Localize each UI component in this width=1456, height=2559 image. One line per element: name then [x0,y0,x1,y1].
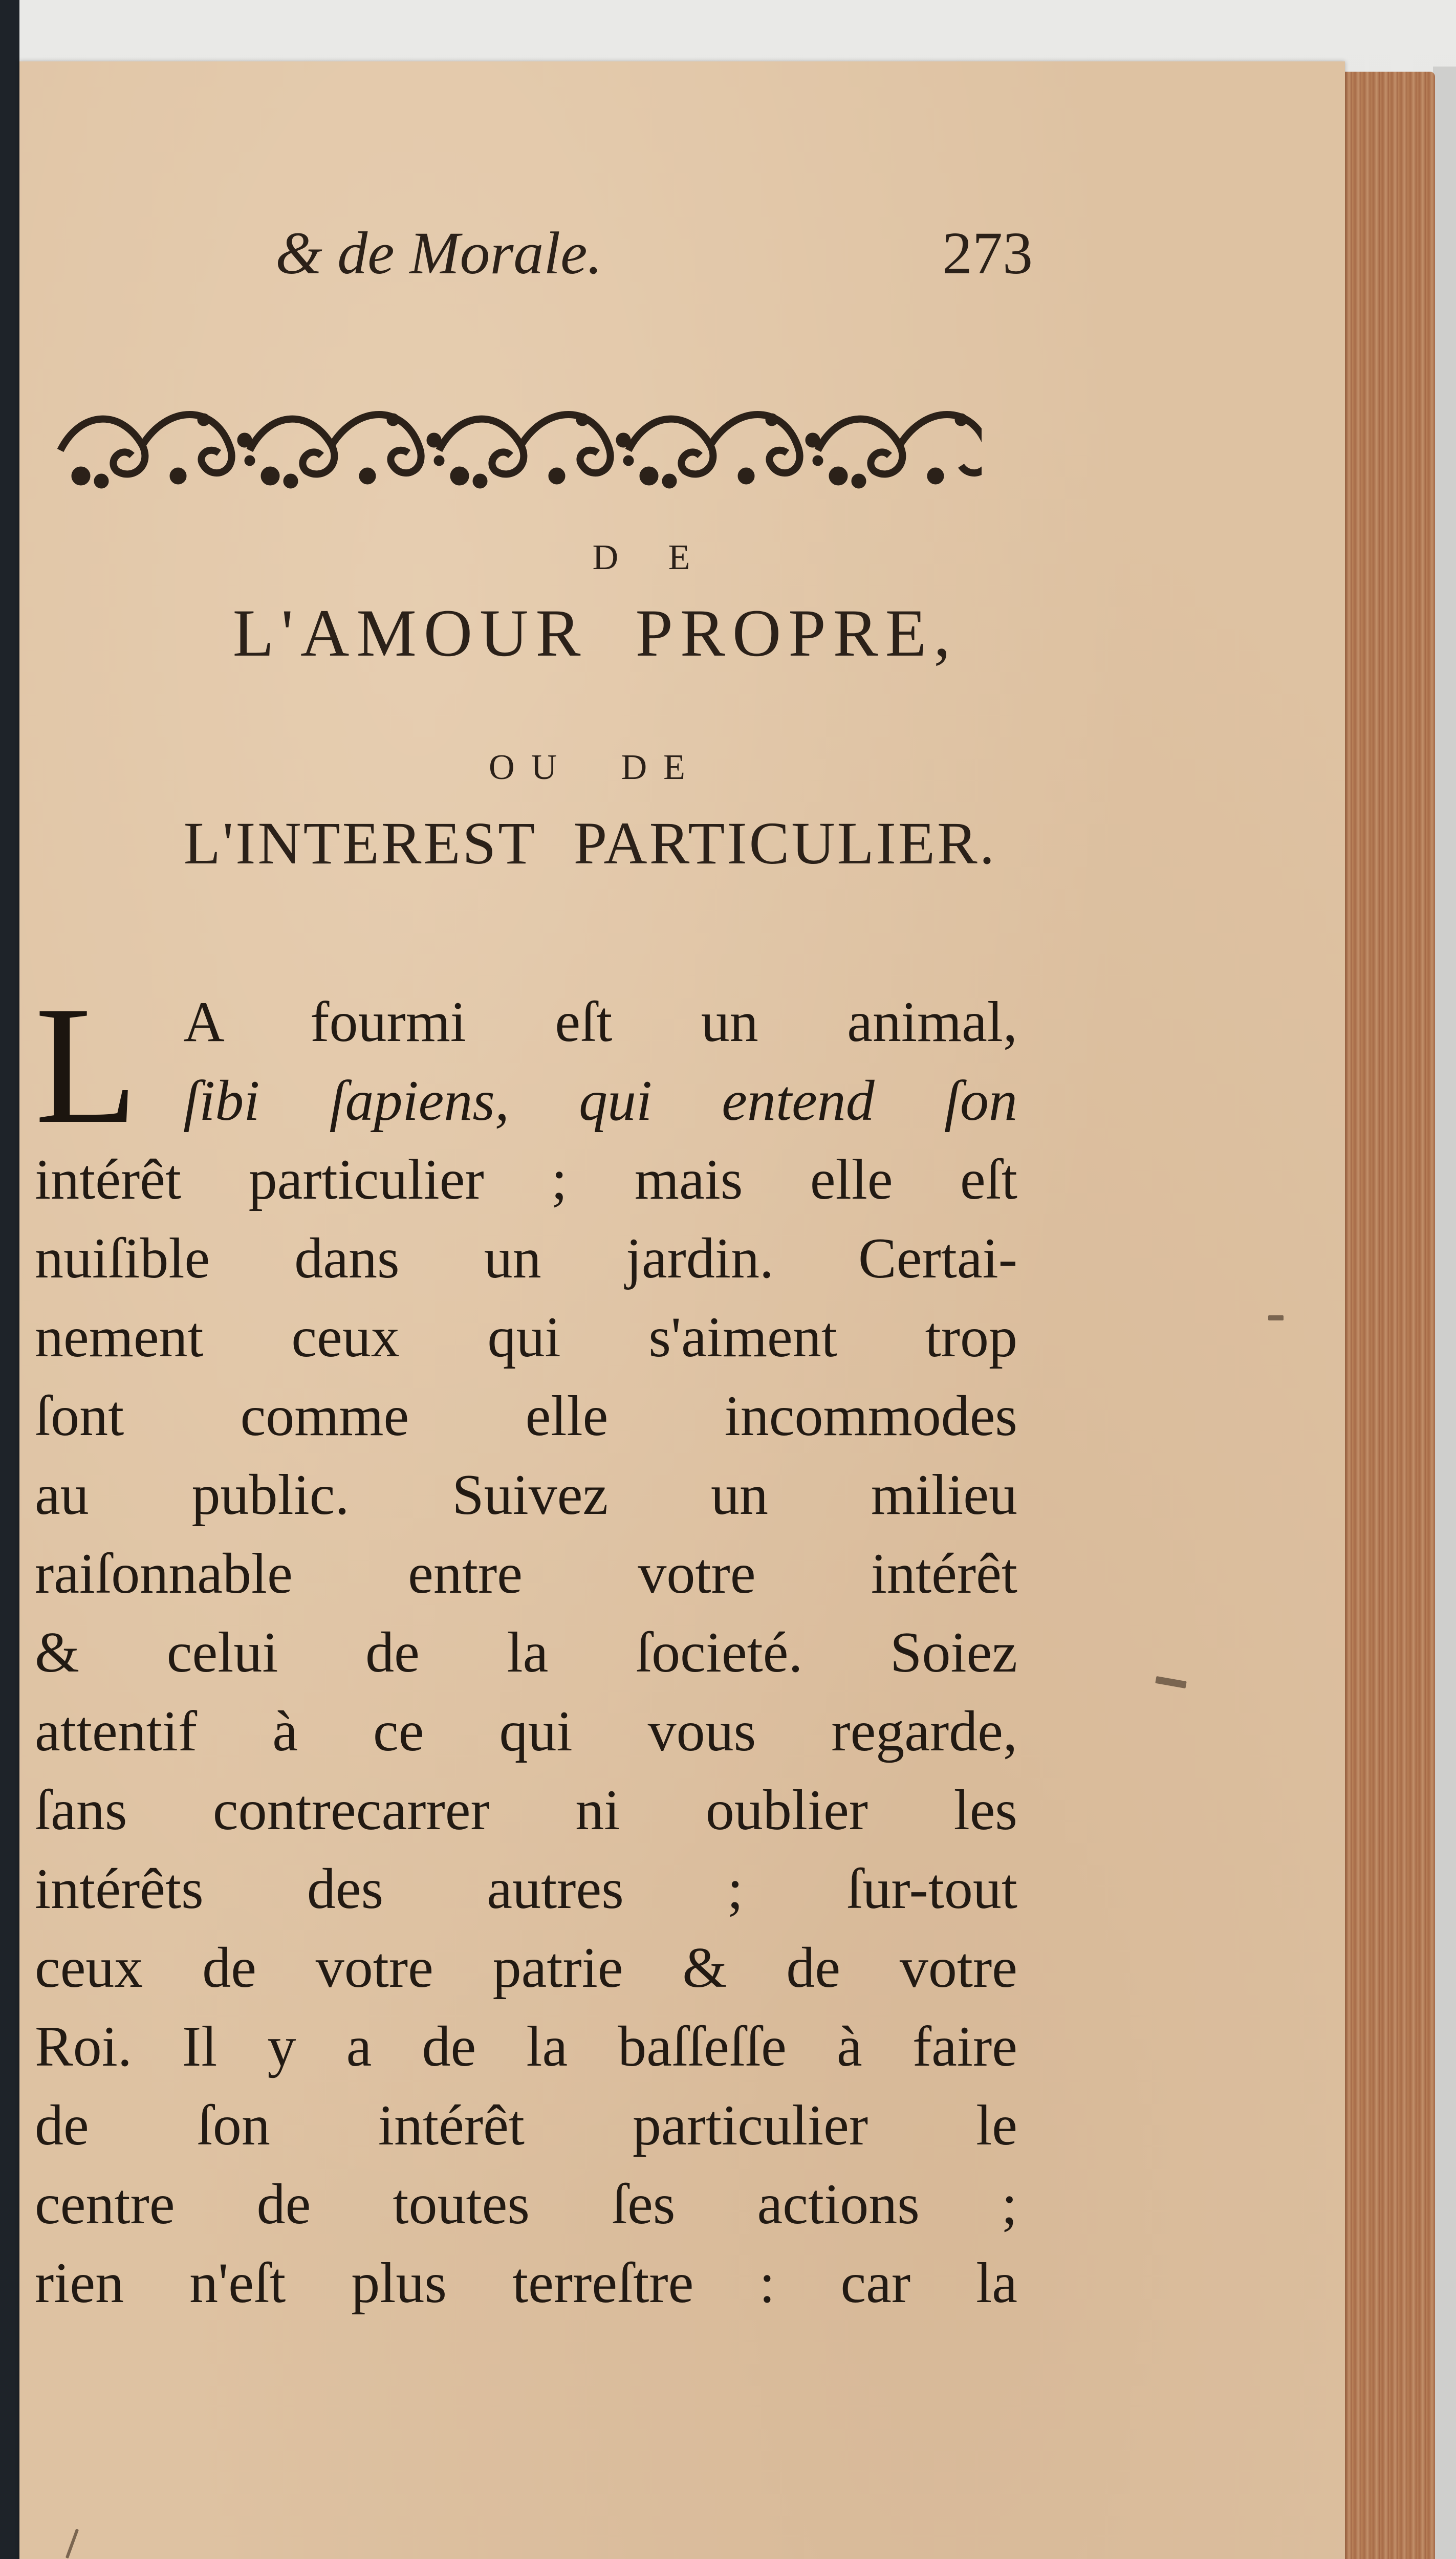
body-line: rien n'eſt plus terreſtre : car la [35,2251,1017,2315]
body-line: ceux de votre patrie & de votre [35,1936,1017,2000]
body-line: Roi. Il y a de la baſſeſſe à faire [35,2015,1017,2078]
page-number: 273 [942,220,1033,287]
body-line: raiſonnable entre votre intérêt [35,1542,1017,1606]
edge-shadow [1433,67,1456,2559]
title-line-ou-de: OU DE [489,748,702,787]
title-line-de: D E [592,538,711,577]
paper-speck [66,2529,79,2558]
page-header [245,215,1033,292]
page-fore-edge [1341,72,1435,2559]
body-line: ſibi ſapiens, qui entend ſon [183,1069,1017,1133]
body-line: ſont comme elle incommodes [35,1384,1017,1448]
body-line: centre de toutes ſes actions ; [35,2173,1017,2236]
paper-speck [1268,1315,1284,1320]
body-text [35,972,1017,2323]
ornament-band-icon [50,389,982,496]
body-line: de ſon intérêt particulier le [35,2094,1017,2157]
paper-speck [1155,1676,1187,1688]
body-line: nuiſible dans un jardin. Certai- [35,1227,1017,1290]
body-line: attentif à ce qui vous regarde, [35,1700,1017,1763]
title-line-amour-propre: L'AMOUR PROPRE, [232,595,958,670]
drop-cap: L [35,972,138,1159]
body-line: & celui de la ſocieté. Soiez [35,1621,1017,1684]
running-head: & de Morale. [275,220,603,287]
body-line: au public. Suivez un milieu [35,1463,1017,1527]
book-binding [0,0,19,2559]
body-line: nement ceux qui s'aiment trop [35,1306,1017,1369]
body-line: intérêt particulier ; mais elle eſt [35,1148,1017,1211]
book-page [19,61,1345,2559]
body-line: ſans contrecarrer ni oublier les [35,1779,1017,1842]
title-line-interest-particulier: L'INTEREST PARTICULIER. [183,810,997,877]
body-line: A fourmi eſt un animal, [183,990,1017,1054]
body-line: intérêts des autres ; ſur-tout [35,1857,1017,1921]
